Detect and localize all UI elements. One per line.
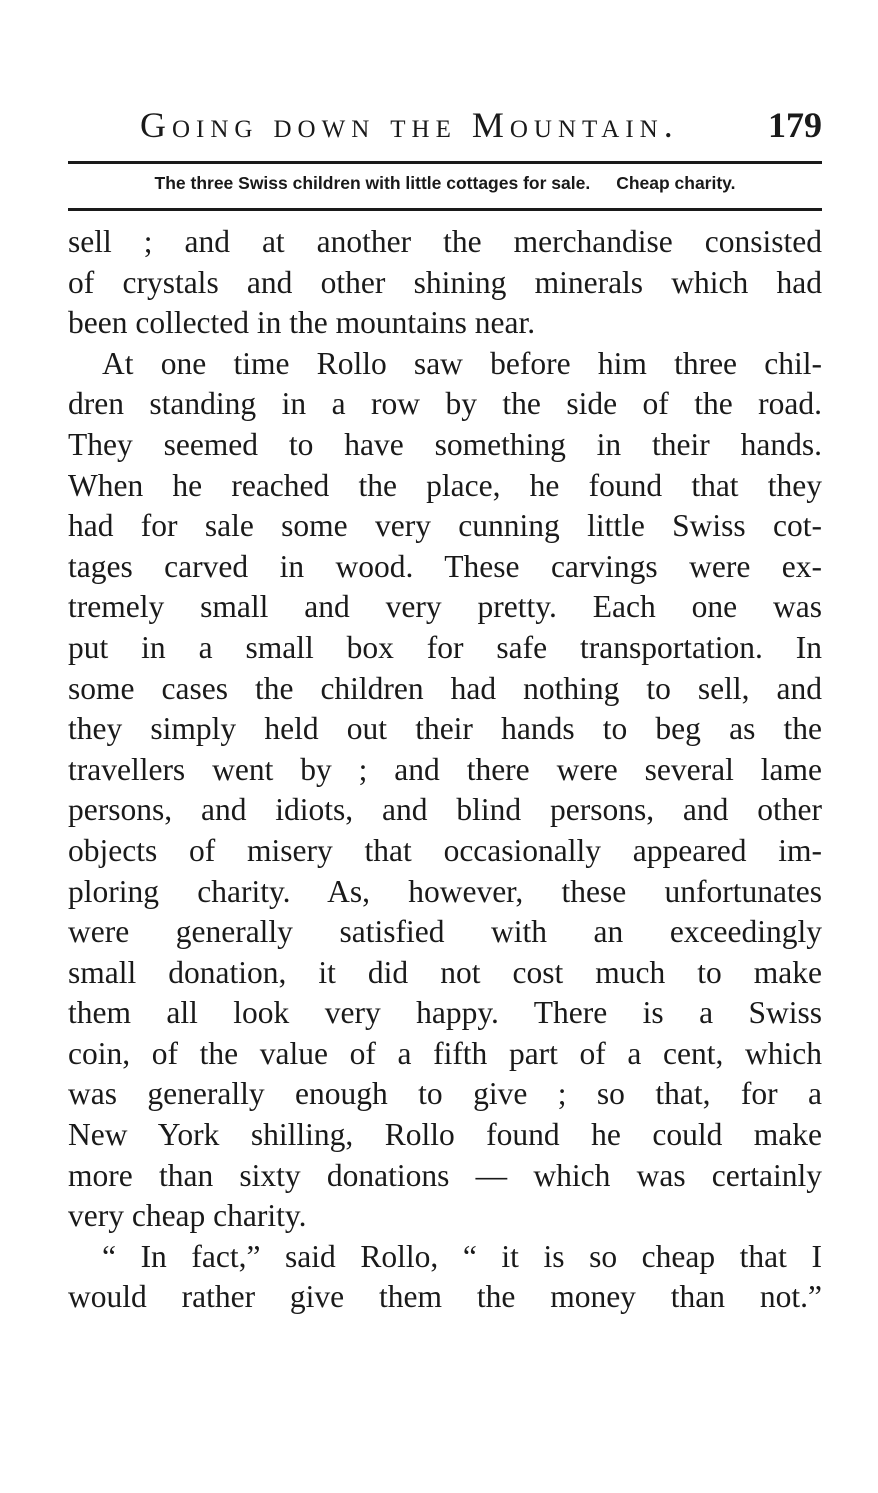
header-rule-notch	[68, 157, 98, 160]
page-number: 179	[768, 105, 822, 145]
text-line: very cheap charity.	[68, 1198, 307, 1234]
text-line: objects of misery that occasionally appeared im-	[68, 832, 822, 868]
text-line: small donation, it did not cost much to make	[68, 954, 822, 990]
header-rule-bottom	[68, 208, 822, 211]
text-line: had for sale some very cunning little Swiss cot-	[68, 508, 822, 544]
text-line: put in a small box for safe transportation. In	[68, 629, 822, 665]
text-line: them all look very happy. There is a Swiss	[68, 995, 822, 1031]
text-line: coin, of the value of a fifth part of a cent, which	[68, 1035, 822, 1071]
text-line: were generally satisfied with an exceedingly	[68, 914, 822, 950]
header-rule-top	[68, 161, 822, 164]
running-title: Going down the Mountain.	[140, 105, 679, 145]
text-line: They seemed to have something in their hands.	[68, 426, 822, 462]
text-line: would rather give them the money than not.”	[68, 1279, 822, 1315]
body-text	[68, 222, 822, 1318]
chapter-summary-left: The three Swiss children with little cottages for sale.	[154, 173, 591, 193]
running-head	[140, 104, 822, 152]
text-line: they simply held out their hands to beg as the	[68, 711, 822, 747]
chapter-summary	[68, 173, 822, 194]
text-line: New York shilling, Rollo found he could make	[68, 1117, 822, 1153]
text-line: dren standing in a row by the side of the road.	[68, 386, 822, 422]
text-line: been collected in the mountains near.	[68, 305, 536, 341]
text-line: tremely small and very pretty. Each one was	[68, 589, 822, 625]
text-line: was generally enough to give ; so that, for a	[68, 1076, 822, 1112]
text-line: more than sixty donations — which was certainly	[68, 1157, 822, 1193]
text-line: some cases the children had nothing to sell, and	[68, 670, 822, 706]
paragraph	[68, 344, 822, 1237]
text-line: ploring charity. As, however, these unfortunates	[68, 873, 822, 909]
text-line: tages carved in wood. These carvings were ex-	[68, 548, 822, 584]
paragraph	[68, 222, 822, 344]
text-line: When he reached the place, he found that they	[68, 467, 822, 503]
text-line: of crystals and other shining minerals which had	[68, 264, 822, 300]
paragraph	[68, 1237, 822, 1318]
chapter-summary-right: Cheap charity.	[616, 173, 736, 193]
text-line: At one time Rollo saw before him three chil-	[102, 345, 822, 381]
text-line: sell ; and at another the merchandise consisted	[68, 224, 822, 259]
text-line: “ In fact,” said Rollo, “ it is so cheap that I	[102, 1238, 822, 1274]
text-line: travellers went by ; and there were several lame	[68, 751, 822, 787]
text-line: persons, and idiots, and blind persons, and other	[68, 792, 822, 828]
